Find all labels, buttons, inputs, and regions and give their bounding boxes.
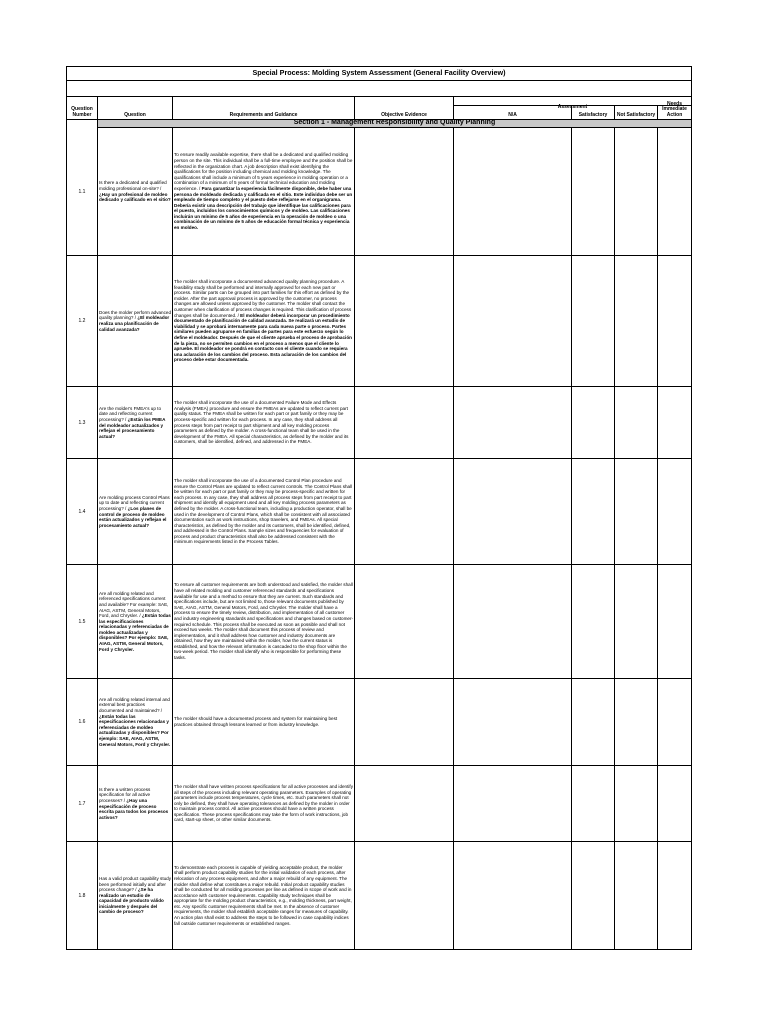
column-divider <box>97 128 98 255</box>
column-divider <box>657 256 658 386</box>
question-english: Are the molder's FMEA's up to date and reflecting current processing? / <box>99 405 162 422</box>
question-number: 1.8 <box>78 892 86 899</box>
not-satisfactory-cell[interactable] <box>615 679 657 765</box>
header-na: N/A <box>508 111 517 118</box>
column-divider <box>354 256 355 386</box>
column-divider <box>571 679 572 765</box>
question-text <box>98 766 171 841</box>
column-divider <box>571 459 572 564</box>
needs-action-cell[interactable] <box>658 256 691 386</box>
satisfactory-cell[interactable] <box>572 842 614 949</box>
table-row <box>67 256 691 387</box>
column-divider <box>614 256 615 386</box>
needs-action-cell[interactable] <box>658 387 691 458</box>
column-divider <box>453 679 454 765</box>
question-number: 1.6 <box>78 719 86 725</box>
requirements-english: The molder shall have written process specifications for all active processes and identify all steps of the process including relevant operating parameters. Examples of operating parameters include process temperatures, cycle times, etc. Such parameters shall not only be defined, they shall have operating tolerances as defined by the molder in order to maintain process control. All active processes should have a written process specification. These process specifications may take the form of work instructions, job card, start-up sheet, or other similar documents. <box>174 783 353 823</box>
requirements-english: To demonstrate each process is capable of yielding acceptable product, the molder shall perform product capability studies for the initial validation of each process, after relocation of any process equipment, and after a major rebuild of any equipment. The molder shall define what constitutes a major rebuild. Initial product capability studies shall be conducted for all molding processes per line as defined in scope of work and in accordance with customer requirements. Capability study techniques shall be appropriate for the molding product characteristics, e.g., molding thickness, part weight, etc. Any specific customer requirements shall be met. In the absence of customer requirements, the molder shall establish acceptable ranges for measures of capability. An action plan shall exist to address the steps to be followed in case capability indices fall outside customer requirements or established ranges. <box>174 864 352 926</box>
question-spanish: ¿Hay un profesional de moldeo dedicado y calificado en el sitio? <box>99 191 171 203</box>
objective-evidence-cell[interactable] <box>355 766 453 841</box>
header-needs-action: Needs Immediate Action <box>662 100 687 118</box>
assessment-label: Assessment <box>557 104 588 110</box>
question-text <box>98 679 171 765</box>
requirements-spanish: Para garantizar la experiencia fácilmente disponible, debe haber una persona de moldeado dedicada y calificada en el sitio. Este individuo debe ser un empleado de tiempo completo y el puesto debe reflejarse en el organigrama. Debería existir una descripción del trabajo que identifique las calificaciones para el puesto, incluidos los conocimientos químicos y de moldeo. Las calificaciones incluirán un mínimo de 5 años de experiencia en la operación de moldeo o una combinación de un mínimo de 5 años de educación formal técnica y experiencia en moldeo. <box>174 185 353 231</box>
na-cell[interactable] <box>454 387 571 458</box>
column-divider <box>614 842 615 949</box>
requirements-english: The molder should have a documented process and system for maintaining best practices obtained through lessons learned or from industry knowledge. <box>174 716 338 727</box>
column-divider <box>571 128 572 255</box>
column-divider <box>614 387 615 458</box>
na-cell[interactable] <box>454 128 571 255</box>
needs-action-cell[interactable] <box>658 679 691 765</box>
not-satisfactory-cell[interactable] <box>615 842 657 949</box>
question-number: 1.4 <box>78 508 86 515</box>
column-divider <box>657 766 658 841</box>
column-divider <box>97 679 98 765</box>
column-divider <box>97 766 98 841</box>
requirements-english: The molder shall incorporate the use of a documented Failure Mode and Effects Analysis (FMEA) procedure and ensure the FMEAs are updated to reflect current part quality status. The FMEA shall be written for each part or part family or they may be process-specific and written for each process. In any case, they shall address all process steps from part receipt to part shipment and all key molding process parameters as defined by the molder. A cross-functional team shall be used in the development of the FMEA. All special characteristics, as defined by the molder and its customers, shall be identified, defined, and addressed in the FMEA. <box>174 400 349 445</box>
needs-action-cell[interactable] <box>658 459 691 564</box>
satisfactory-cell[interactable] <box>572 256 614 386</box>
question-english: Are all molding related and referenced specifications current and available? For example: SAE, AIAG, ASTM, General Motors, Ford, and Chrysler. / <box>99 590 169 619</box>
question-spanish: ¿El moldeador realiza una planificación de calidad avanzada? <box>99 315 170 332</box>
column-divider <box>571 766 572 841</box>
blank-row <box>67 81 691 97</box>
objective-evidence-cell[interactable] <box>355 128 453 255</box>
question-text <box>98 256 171 386</box>
column-divider <box>97 256 98 386</box>
column-divider <box>172 842 173 949</box>
not-satisfactory-cell[interactable] <box>615 128 657 255</box>
header-satisfactory: Satisfactory <box>578 111 608 118</box>
column-divider <box>453 766 454 841</box>
question-spanish: ¿Están los PMEA del moldeador actualizados y reflejan el procesamiento actual? <box>99 416 166 439</box>
objective-evidence-cell[interactable] <box>355 679 453 765</box>
header-requirements: Requirements and Guidance <box>229 111 298 118</box>
not-satisfactory-cell[interactable] <box>615 459 657 564</box>
column-divider <box>97 842 98 949</box>
column-divider <box>453 128 454 255</box>
objective-evidence-cell[interactable] <box>355 842 453 949</box>
column-divider <box>354 766 355 841</box>
question-english: Are molding process Control Plans up to date and reflecting current processing? / <box>99 494 170 511</box>
na-cell[interactable] <box>454 256 571 386</box>
column-divider <box>172 565 173 678</box>
header-row <box>67 97 691 120</box>
requirements-text <box>173 128 353 255</box>
question-text <box>98 842 171 949</box>
satisfactory-cell[interactable] <box>572 679 614 765</box>
objective-evidence-cell[interactable] <box>355 459 453 564</box>
requirements-text <box>173 679 353 765</box>
needs-action-cell[interactable] <box>658 128 691 255</box>
header-question: Question <box>124 111 146 118</box>
question-english: Has a valid product capability study been performed initially and after process change? / <box>99 875 171 893</box>
question-spanish: ¿Hay una especificación de proceso escrita para todos los procesos activos? <box>99 797 169 820</box>
column-divider <box>97 387 98 458</box>
section-title: Section 1 - Management Responsibility and Quality Planning <box>97 120 691 128</box>
objective-evidence-cell[interactable] <box>355 565 453 678</box>
column-divider <box>571 565 572 678</box>
question-text <box>98 128 171 255</box>
column-divider <box>172 256 173 386</box>
column-divider <box>614 766 615 841</box>
requirements-text <box>173 459 353 564</box>
needs-action-cell[interactable] <box>658 565 691 678</box>
column-divider <box>657 459 658 564</box>
question-number: 1.1 <box>78 188 86 195</box>
not-satisfactory-cell[interactable] <box>615 256 657 386</box>
needs-action-cell[interactable] <box>658 842 691 949</box>
satisfactory-cell[interactable] <box>572 387 614 458</box>
table-row <box>67 679 691 766</box>
question-number: 1.3 <box>78 419 86 426</box>
column-divider <box>453 387 454 458</box>
satisfactory-cell[interactable] <box>572 128 614 255</box>
column-divider <box>172 766 173 841</box>
column-divider <box>354 459 355 564</box>
column-divider <box>453 459 454 564</box>
column-divider <box>453 565 454 678</box>
requirements-text <box>173 387 353 458</box>
question-english: Is there a written process specification for all active processes? / <box>99 786 151 803</box>
column-divider <box>97 565 98 678</box>
question-spanish: ¿Están todas las especificaciones relacionadas y referenciadas de moldeo actualizadas y disponibles? Por ejemplo: SAE, AIAG, ASTM, General Motors, Ford y Chrysler. <box>99 713 171 747</box>
na-cell[interactable] <box>454 679 571 765</box>
column-divider <box>453 842 454 949</box>
na-cell[interactable] <box>454 766 571 841</box>
column-divider <box>354 679 355 765</box>
na-cell[interactable] <box>454 842 571 949</box>
header-question-number: Question Number <box>71 106 93 118</box>
question-spanish: ¿Están todas las especificaciones relacionadas y referenciadas de moldeo actualizadas y disponibles? Por ejemplo: SAE, AIAG, ASTM, General Motors, Ford y Chrysler. <box>99 613 171 652</box>
header-objective-evidence: Objective Evidence <box>381 111 427 118</box>
column-divider <box>614 565 615 678</box>
question-rows <box>67 128 691 950</box>
column-divider <box>657 565 658 678</box>
column-divider <box>354 387 355 458</box>
column-divider <box>614 128 615 255</box>
column-divider <box>657 679 658 765</box>
question-number: 1.5 <box>78 618 86 625</box>
column-divider <box>354 128 355 255</box>
requirements-text <box>173 256 353 386</box>
column-divider <box>172 459 173 564</box>
section-row <box>67 120 691 128</box>
column-divider <box>571 387 572 458</box>
column-divider <box>571 256 572 386</box>
objective-evidence-cell[interactable] <box>355 256 453 386</box>
table-row <box>67 128 691 256</box>
column-divider <box>97 459 98 564</box>
column-divider <box>354 565 355 678</box>
table-row <box>67 387 691 459</box>
column-divider <box>354 842 355 949</box>
table-row <box>67 842 691 950</box>
column-divider <box>657 128 658 255</box>
column-divider <box>571 842 572 949</box>
assessment-sheet <box>66 66 692 950</box>
requirements-text <box>173 842 353 949</box>
table-row <box>67 459 691 565</box>
requirements-english: The molder shall incorporate the use of a documented Control Plan procedure and ensure the Control Plans are updated to reflect current controls. The Control Plans shall be written for each part or part family or they may be process-specific and written for each process. In any case, they shall address all process steps from part receipt to part shipment and identify all equipment used and all key molding process parameters as defined by the molder. A cross-functional team, including a production operator, shall be used in the development of Control Plans, which shall be consistent with all associated documentation such as work instructions, shop travelers, and FMEAs. All special characteristics, as defined by the molder and its customers, shall be identified, defined, and addressed in the Control Plans. Sample sizes and frequencies for evaluation of process and product characteristics shall also be addressed consistent with the minimum requirements listed in the Process Tables. <box>174 477 353 545</box>
table-row <box>67 766 691 842</box>
column-divider <box>657 842 658 949</box>
column-divider <box>172 128 173 255</box>
question-text <box>98 565 171 678</box>
question-english: Is there a dedicated and qualified molding professional on-site? / <box>99 180 167 191</box>
question-english: Does the molder perform advanced quality planning? / <box>99 309 171 321</box>
column-divider <box>614 679 615 765</box>
not-satisfactory-cell[interactable] <box>615 387 657 458</box>
satisfactory-cell[interactable] <box>572 459 614 564</box>
na-cell[interactable] <box>454 459 571 564</box>
not-satisfactory-cell[interactable] <box>615 565 657 678</box>
not-satisfactory-cell[interactable] <box>615 766 657 841</box>
requirements-spanish: El moldeador deberá incorporar un procedimiento documentado de planificación de calidad avanzada. Se realizará un estudio de viabilidad y se aprobará internamente para cada nueva parte o proceso. Partes similares pueden agruparse en familias de partes para este esfuerzo según lo define el moldeador. Después de que el cliente aprueba el proceso de aprobación de la pieza, no se permiten cambios en el proceso a menos que el cliente lo apruebe. El moldeador se pondrá en contacto con el cliente cuando se requiera una aclaración de los cambios del proceso. Esta aclaración de los cambios del proceso debe estar documentada. <box>174 312 352 363</box>
column-divider <box>657 387 658 458</box>
requirements-english: The molder shall incorporate a documented advanced quality planning procedure. A feasibility study shall be performed and internally approved for each new part or process. Similar parts can be grouped into part families for this effort as defined by the molder. After the part approval process is approved by the customer, no process changes are allowed unless approved by the customer. The molder shall contact the customer when clarification of process changes is required. This clarification of process changes shall be documented. / <box>174 279 352 318</box>
question-number: 1.2 <box>78 318 86 324</box>
question-number: 1.7 <box>78 800 86 807</box>
na-cell[interactable] <box>454 565 571 678</box>
table-row <box>67 565 691 679</box>
question-text <box>98 459 171 564</box>
requirements-english: To ensure all customer requirements are both understood and satisfied, the molder shall have all related molding and customer referenced standards and specifications available for use and a method to ensure that they are current. Such standards and specifications include, but are not limited to, those relevant documents published by SAE, AIAG, ASTM, General Motors, Ford, and Chrysler. The molder shall have a process to ensure the timely review, distribution, and implementation of all customer and industry engineering standards and specifications and changes based on customer-required schedule. This process shall be executed as soon as possible and shall not exceed two weeks. The molder shall document this process of review and implementation, and it shall address how customer and industry documents are obtained, how they are maintained within the molder, how the current status is established, and how the relevant information is cascaded to the shop floor within the two-week period. The molder shall identify who is responsible for performing these tasks. <box>174 582 353 661</box>
satisfactory-cell[interactable] <box>572 766 614 841</box>
column-divider <box>172 387 173 458</box>
objective-evidence-cell[interactable] <box>355 387 453 458</box>
requirements-text <box>173 766 353 841</box>
requirements-text <box>173 565 353 678</box>
column-divider <box>614 459 615 564</box>
needs-action-cell[interactable] <box>658 766 691 841</box>
sheet-title: Special Process: Molding System Assessment (General Facility Overview) <box>67 67 691 81</box>
column-divider <box>172 679 173 765</box>
question-english: Are all molding related internal and external best practices documented and maintained? / <box>99 696 170 714</box>
question-spanish: ¿Los planes de control de proceso de moldeo están actualizados y reflejan el procesamiento actual? <box>99 505 167 528</box>
question-spanish: ¿Se ha realizado un estudio de capacidad de producto válido inicialmente y después del cambio de proceso? <box>99 887 164 915</box>
question-text <box>98 387 171 458</box>
satisfactory-cell[interactable] <box>572 565 614 678</box>
header-not-satisfactory: Not Satisfactory <box>616 111 656 118</box>
requirements-english: To ensure readily available expertise, there shall be a dedicated and qualified molding person on the site. This individual shall be a full-time employee and the position shall be reflected in the organization chart. A job description shall exist identifying the qualifications for the position including chemical and molding knowledge. The qualifications shall include a minimum of 5 years experience in molding operation or a combination of a minimum of 5 years of formal technical education and molding experience. / <box>174 152 353 191</box>
column-divider <box>453 256 454 386</box>
